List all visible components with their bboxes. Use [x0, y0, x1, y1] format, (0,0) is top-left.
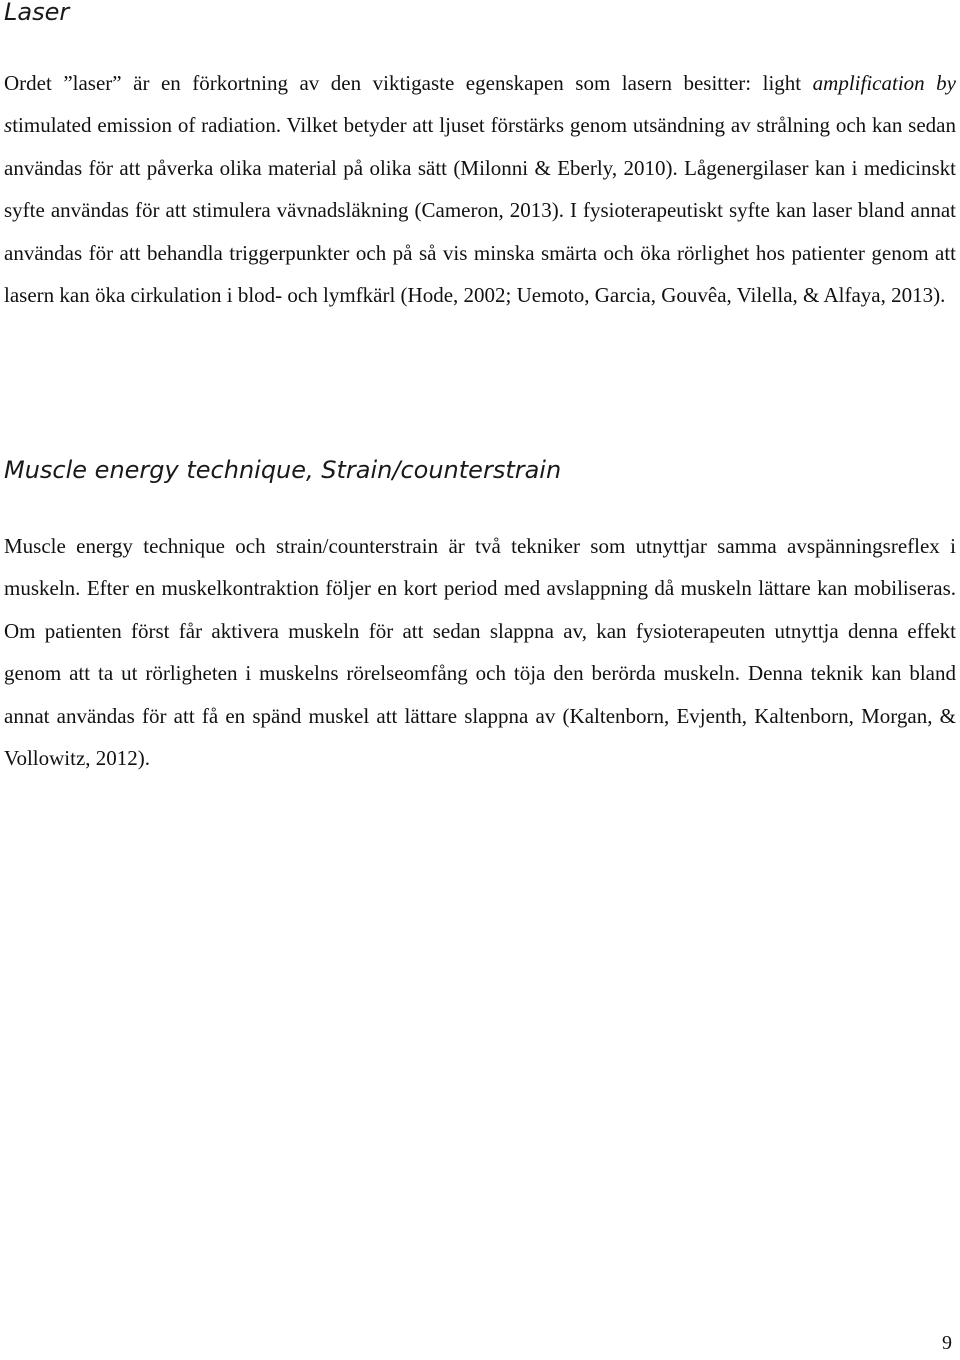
- section-heading-muscle-energy: Muscle energy technique, Strain/counterstrain: [4, 456, 562, 484]
- section-heading-laser: Laser: [4, 0, 70, 26]
- muscle-energy-paragraph: Muscle energy technique och strain/counterstrain är två tekniker som utnyttjar samma avspänningsreflex i muskeln. Efter en muskelkontraktion följer en kort period med avslappning då muskeln lättare kan mobiliseras. Om patienten först får aktivera muskeln för att sedan slappna av, kan fysioterapeuten utnyttja denna effekt genom att ta ut rörligheten i muskelns rörelseomfång och töja den berörda muskeln. Denna teknik kan bland annat användas för att få en spänd muskel att lättare slappna av (Kaltenborn, Evjenth, Kaltenborn, Morgan, & Vollowitz, 2012).: [4, 534, 956, 771]
- laser-acronym-italic: amplification by s: [4, 71, 956, 138]
- page-number: 9: [942, 1332, 952, 1354]
- laser-paragraph-text-start: Ordet ”laser” är en förkortning av den viktigaste egenskapen som lasern besitter: light: [4, 71, 813, 95]
- laser-paragraph: [4, 62, 956, 316]
- laser-paragraph-text-rest: timulated emission of radiation. Vilket betyder att ljuset förstärks genom utsändning av strålning och kan sedan användas för att påverka olika material på olika sätt (Milonni & Eberly, 2010). Lågenergilaser kan i medicinskt syfte användas för att stimulera vävnadsläkning (Cameron, 2013). I fysioterapeutiskt syfte kan laser bland annat användas för att behandla triggerpunkter och på så vis minska smärta och öka rörlighet hos patienter genom att lasern kan öka cirkulation i blod- och lymfkärl (Hode, 2002; Uemoto, Garcia, Gouvêa, Vilella, & Alfaya, 2013).: [4, 113, 956, 308]
